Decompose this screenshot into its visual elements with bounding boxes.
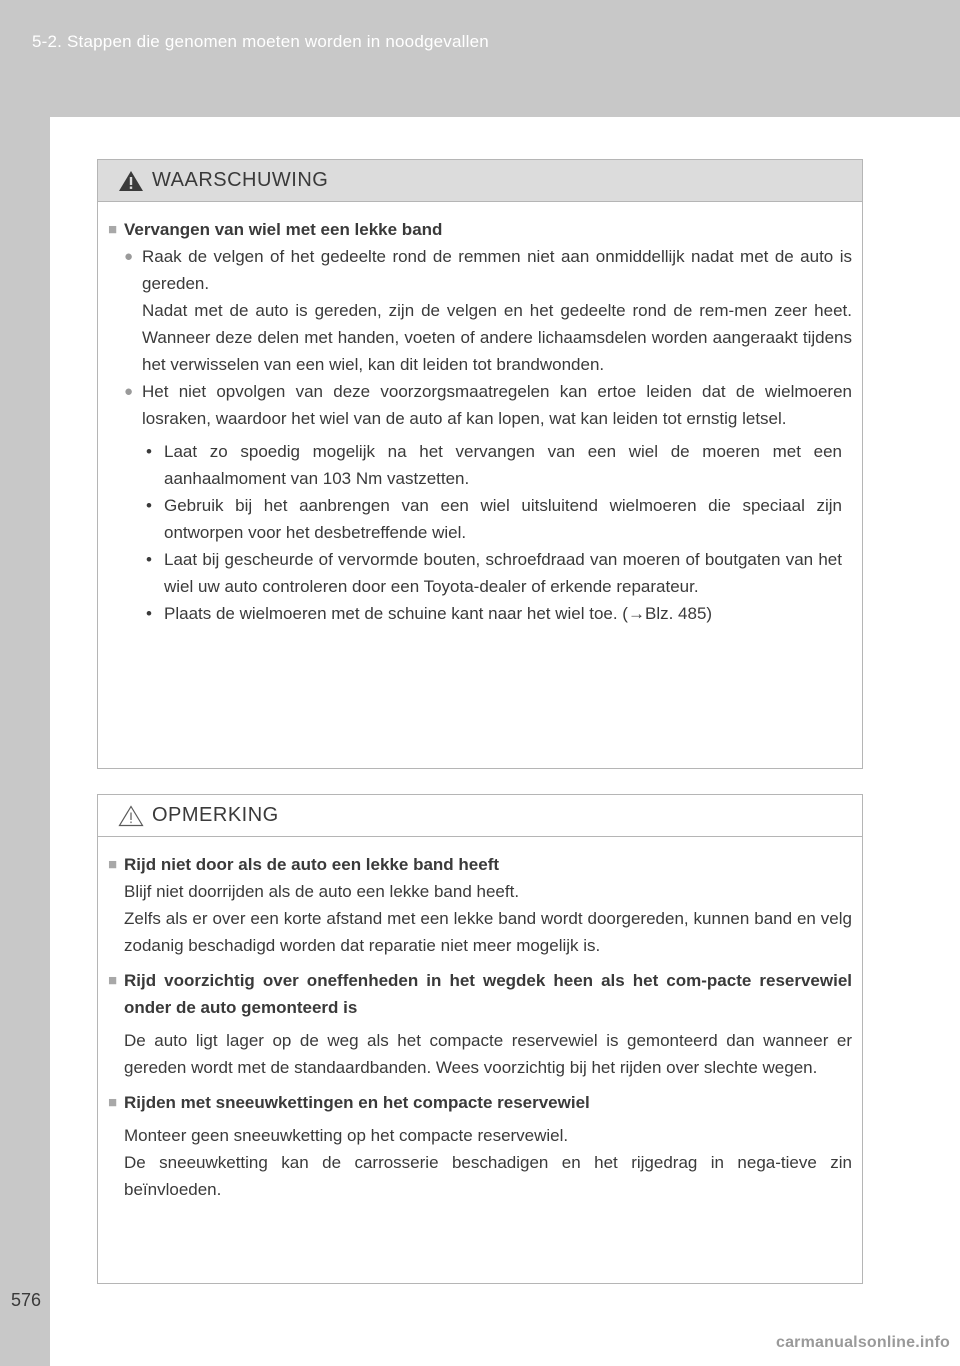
notice-section-3-title: ■ Rijden met sneeuwkettingen en het compacte reservewiel [108,1089,852,1116]
warning-body [98,202,862,627]
notice-section-1-title: ■ Rijd niet door als de auto een lekke band heeft [108,851,852,878]
warning-bullet-1: ● Raak de velgen of het gedeelte rond de remmen niet aan onmiddellijk nadat met de auto is gereden. [124,243,852,297]
warning-box [97,159,863,769]
notice-box-content [97,794,863,1284]
square-bullet-icon: ■ [108,1094,118,1111]
notice-section-2-text: De auto ligt lager op de weg als het compacte reservewiel is gemonteerd dan wanneer er gereden wordt met de standaardbanden. Wees voorzichtig bij het rijden over slechte wegen. [124,1031,852,1077]
warning-sub-item-4: • Plaats de wielmoeren met de schuine kant naar het wiel toe. (→Blz. 485) [146,604,713,623]
warning-bullet-2: ● Het niet opvolgen van deze voorzorgsmaatregelen kan ertoe leiden dat de wielmoeren losraken, waardoor het wiel van de auto af kan lopen, wat kan leiden tot ernstig letsel. [124,378,852,432]
square-bullet-icon: ■ [108,856,118,873]
circle-bullet-icon: ● [124,248,134,265]
square-bullet-icon: ■ [108,972,118,989]
warning-sub-item-3: • Laat bij gescheurde of vervormde bouten, schroefdraad van moeren of boutgaten van het wiel uw auto controleren door een Toyota-dealer of erkende reparateur. [146,550,842,596]
caution-outline-icon [118,805,144,827]
warning-icon [118,170,144,192]
notice-header [98,795,862,837]
warning-section-title: ■ Vervangen van wiel met een lekke band [108,216,852,243]
chapter-title: 5-2. Stappen die genomen moeten worden in noodgevallen [32,32,489,51]
notice-heading: OPMERKING [152,804,279,826]
watermark: carmanualsonline.info [775,1334,950,1351]
page-reference-link[interactable]: Blz. 485) [644,604,713,623]
notice-section-3-text-1: Monteer geen sneeuwketting op het compacte reservewiel. [124,1126,569,1145]
arrow-right-icon: → [627,604,645,623]
warning-sub-item-2: • Gebruik bij het aanbrengen van een wiel uitsluitend wielmoeren die speciaal zijn ontworpen voor het desbetreffende wiel. [146,496,842,542]
notice-body [98,837,862,1203]
page-number: 576 [10,1290,42,1310]
warning-header [98,160,862,202]
warning-sub-item-1: • Laat zo spoedig mogelijk na het vervangen van een wiel de moeren met een aanhaalmoment van 103 Nm vastzetten. [146,442,842,488]
notice-section-2-title: ■ Rijd voorzichtig over oneffenheden in het wegdek heen als het com-pacte reservewiel onder de auto gemonteerd is [108,967,852,1021]
notice-section-1-text-1: Blijf niet doorrijden als de auto een lekke band heeft. [124,882,520,901]
square-bullet-icon: ■ [108,221,118,238]
circle-bullet-icon: ● [124,383,134,400]
header-band [0,0,960,117]
warning-bullet-1-continuation: Nadat met de auto is gereden, zijn de velgen en het gedeelte rond de rem-men zeer heet. Wanneer deze delen met handen, voeten of andere lichaamsdelen worden aangeraakt tijdens het verwisselen van een wiel, kan dit leiden tot brandwonden. [142,301,852,374]
notice-section-1-text-2: Zelfs als er over een korte afstand met een lekke band wordt doorgereden, kunnen band en velg zodanig beschadigd worden dat reparatie niet meer mogelijk is. [124,909,852,955]
notice-section-3-text-2: De sneeuwketting kan de carrosserie beschadigen en het rijgedrag in nega-tieve zin beïnvloeden. [124,1153,852,1199]
side-band [0,117,50,1366]
warning-heading: WAARSCHUWING [152,169,329,191]
